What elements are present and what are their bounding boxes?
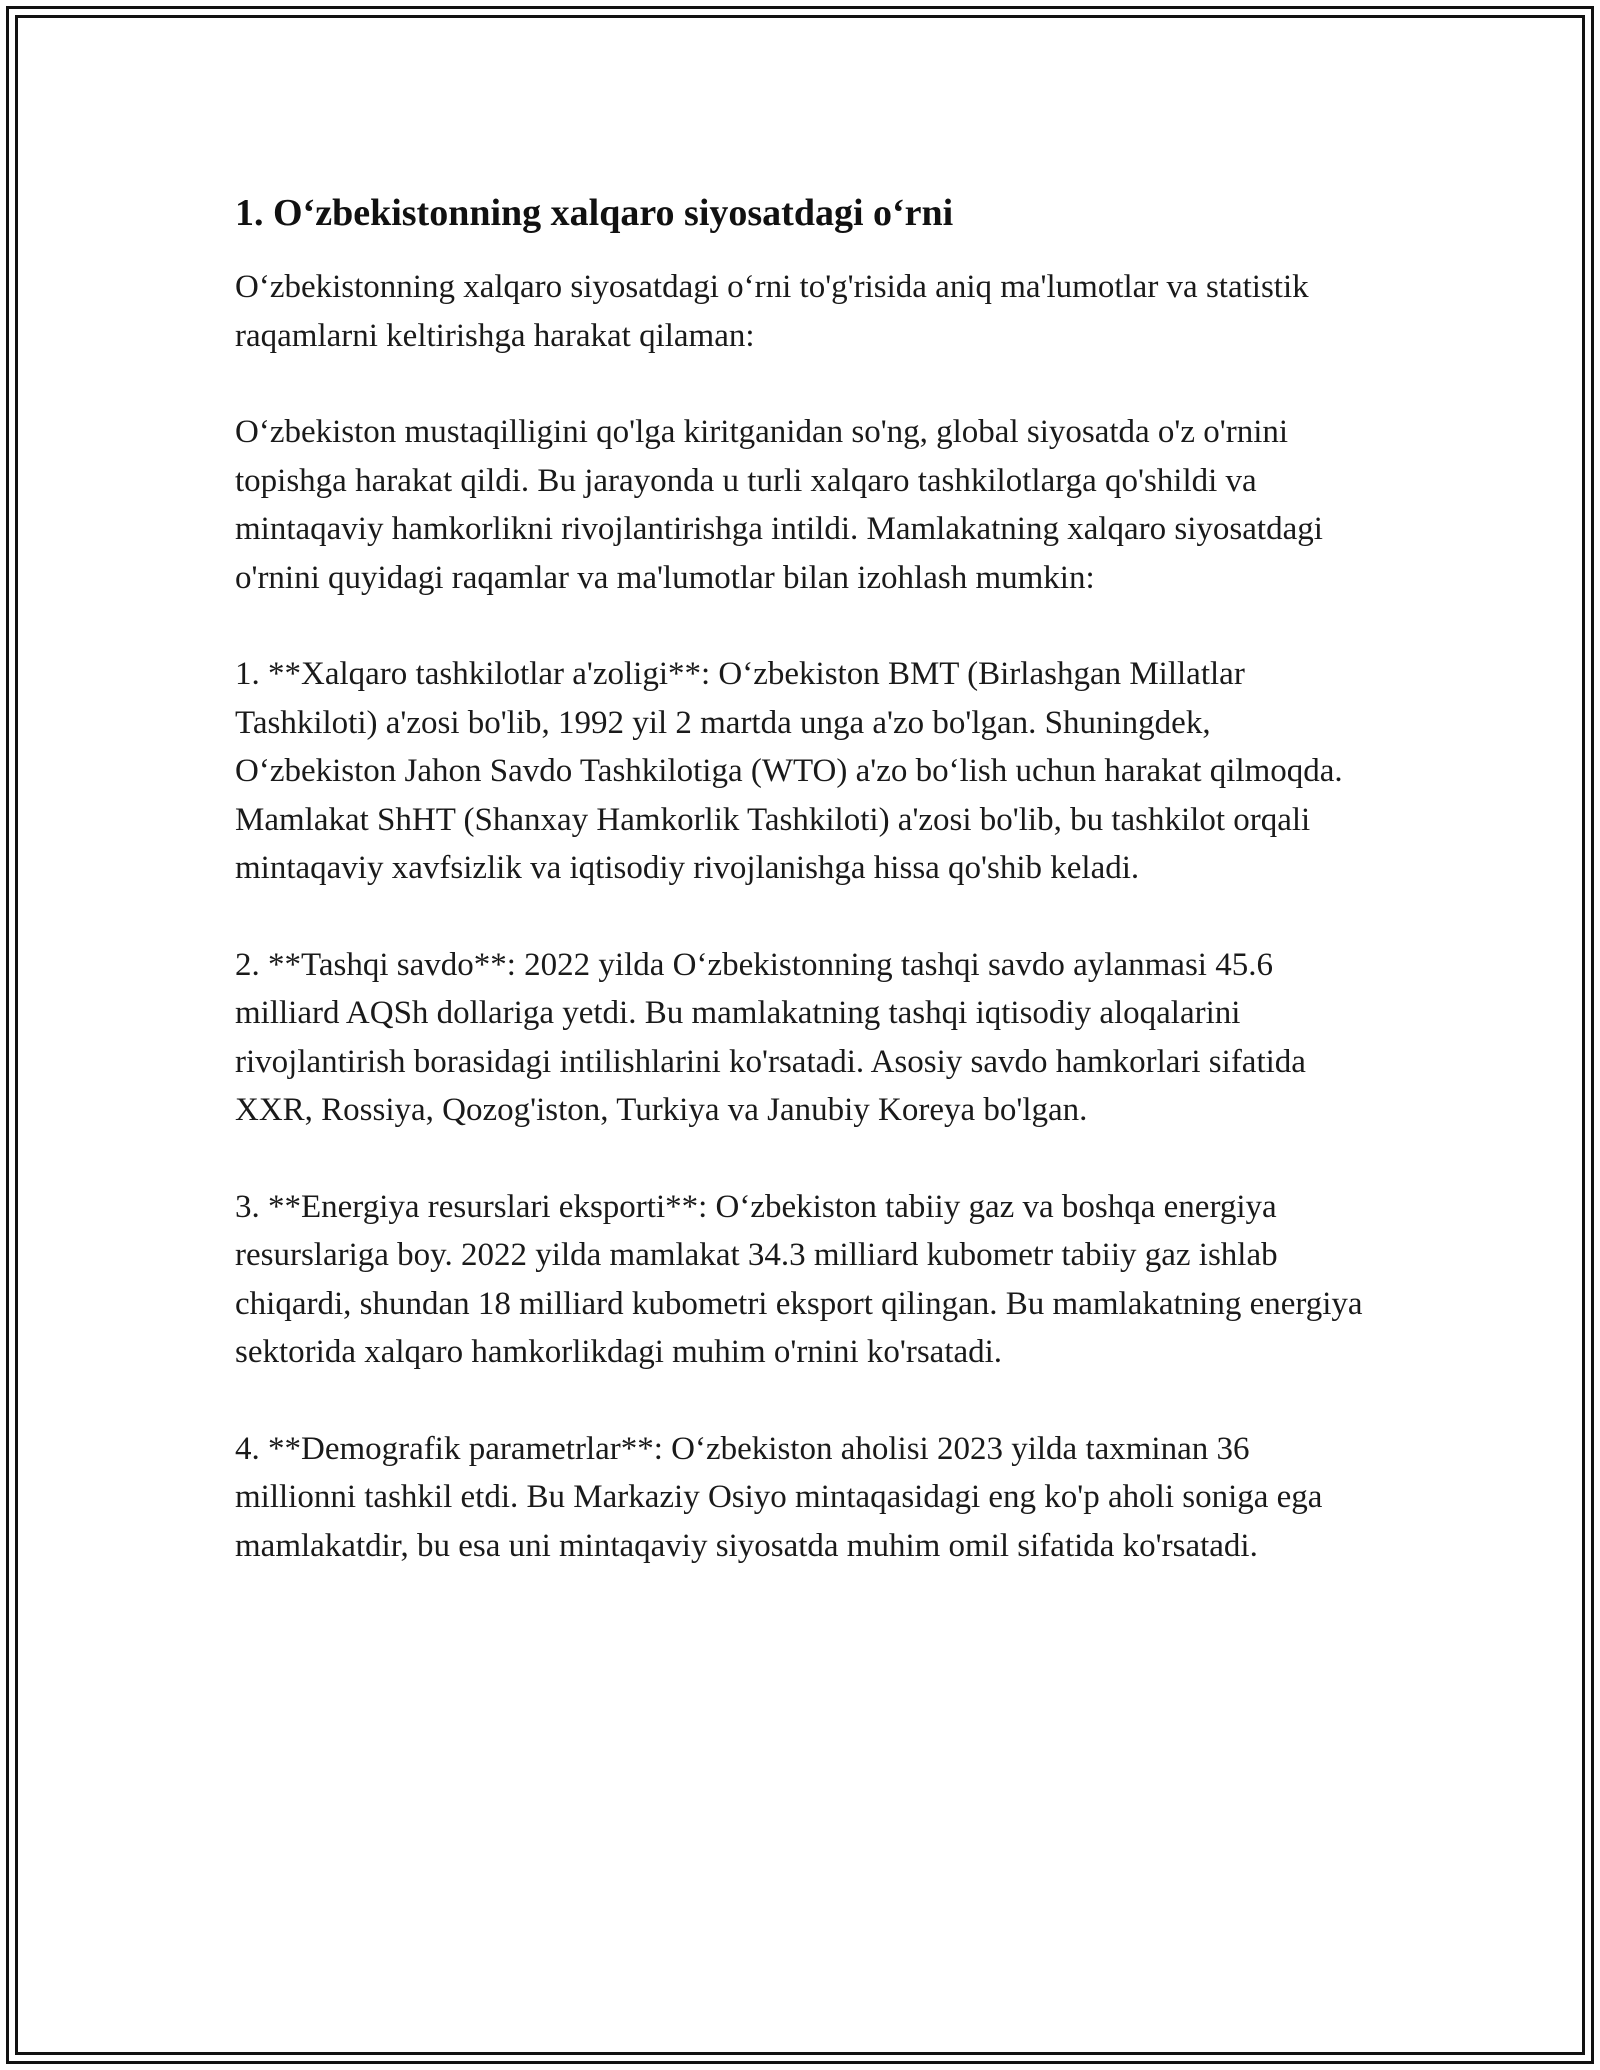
intro-paragraph: O‘zbekistonning xalqaro siyosatdagi o‘rni to'g'risida aniq ma'lumotlar va statistik raqamlarni keltirishga harakat qilaman: [235, 269, 1309, 354]
list-item-energy-exports: 3. **Energiya resurslari eksporti**: O‘zbekiston tabiiy gaz va boshqa energiya resurslariga boy. 2022 yilda mamlakat 34.3 milliard kubometr tabiiy gaz ishlab chiqardi, shundan 18 milliard kubometri eksport qilingan. Bu mamlakatning energiya sektorida xalqaro hamkorlikdagi muhim o'rnini ko'rsatadi. [235, 1188, 1363, 1370]
context-paragraph: O‘zbekiston mustaqilligini qo'lga kiritganidan so'ng, global siyosatda o'z o'rnini topishga harakat qildi. Bu jarayonda u turli xalqaro tashkilotlarga qo'shildi va mintaqaviy hamkorlikni rivojlantirishga intildi. Mamlakatning xalqaro siyosatdagi o'rnini quyidagi raqamlar va ma'lumotlar bilan izohlash mumkin: [235, 414, 1323, 596]
list-item-demographics: 4. **Demografik parametrlar**: O‘zbekiston aholisi 2023 yilda taxminan 36 millionni tashkil etdi. Bu Markaziy Osiyo mintaqasidagi eng ko'p aholi soniga ega mamlakatdir, bu esa uni mintaqaviy siyosatda muhim omil sifatida ko'rsatadi. [235, 1430, 1323, 1564]
page-title: 1. O‘zbekistonning xalqaro siyosatdagi o‘rni [235, 192, 954, 234]
list-item-foreign-trade: 2. **Tashqi savdo**: 2022 yilda O‘zbekistonning tashqi savdo aylanmasi 45.6 milliard AQSh dollariga yetdi. Bu mamlakatning tashqi iqtisodiy aloqalarini rivojlantirish borasidagi intilishlarini ko'rsatadi. Asosiy savdo hamkorlari sifatida XXR, Rossiya, Qozog'iston, Turkiya va Janubiy Koreya bo'lgan. [235, 946, 1306, 1128]
document-body [235, 185, 1375, 1618]
list-item-international-organizations: 1. **Xalqaro tashkilotlar a'zoligi**: O‘zbekiston BMT (Birlashgan Millatlar Tashkiloti) a'zosi bo'lib, 1992 yil 2 martda unga a'zo bo'lgan. Shuningdek, O‘zbekiston Jahon Savdo Tashkilotiga (WTO) a'zo bo‘lish uchun harakat qilmoqda. Mamlakat ShHT (Shanxay Hamkorlik Tashkiloti) a'zosi bo'lib, bu tashkilot orqali mintaqaviy xavfsizlik va iqtisodiy rivojlanishga hissa qo'shib keladi. [235, 656, 1343, 886]
